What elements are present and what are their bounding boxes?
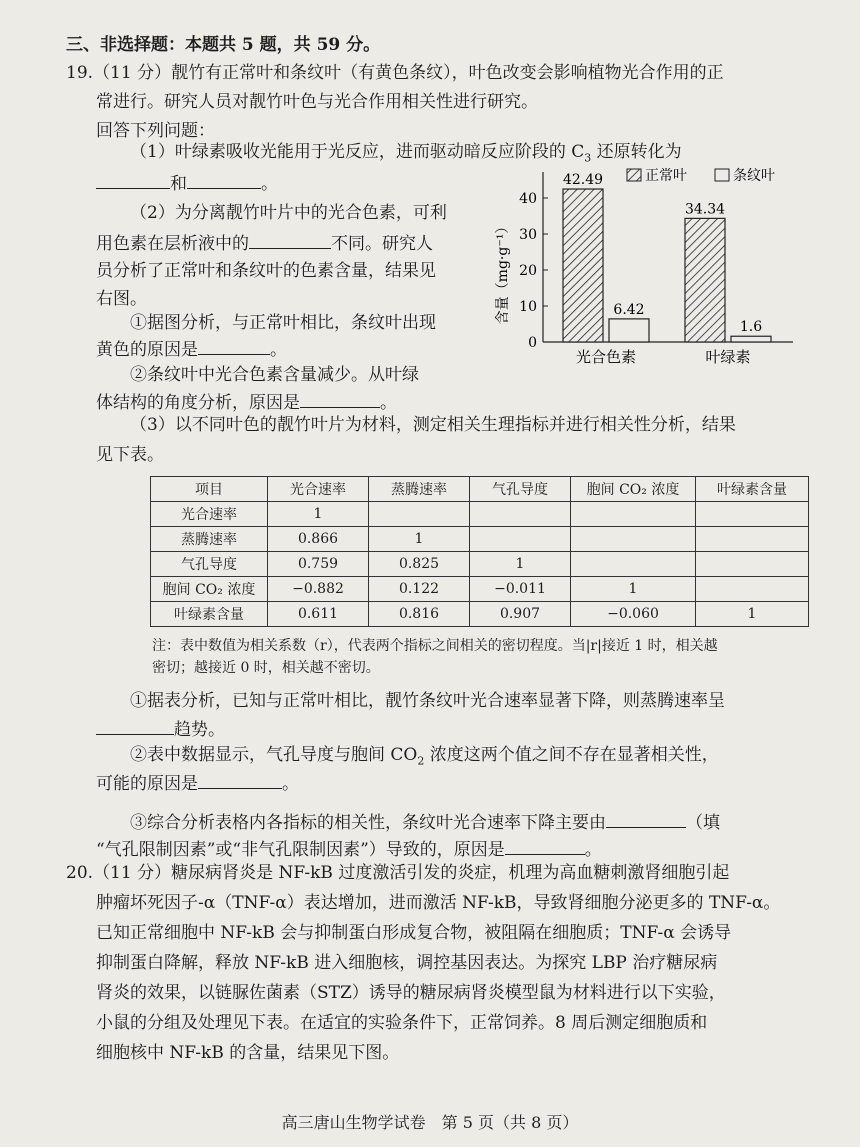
table-cell [369,502,470,527]
table-cell: 0.122 [369,577,470,602]
answer-blank[interactable] [300,391,380,408]
q20-line-3: 已知正常细胞中 NF-kB 会与抑制蛋白形成复合物，被阻隔在细胞质；TNF-α 会诱导 [96,923,732,943]
q19-part2-q2-line-2: 体结构的角度分析，原因是 。 [96,393,397,413]
legend-label-striped-leaf: 条纹叶 [733,168,775,184]
data-label: 34.34 [684,201,726,218]
q20-line-1: 20.（11 分）糖尿病肾炎是 NF-kB 过度激活引发的炎症，机理为高血糖刺激肾细胞引起 [66,863,730,883]
q19-line-2: 常进行。研究人员对靓竹叶色与光合作用相关性进行研究。 [96,92,538,112]
table-header-row [151,477,809,502]
table-cell: 气孔导度 [151,552,268,577]
table-header-cell: 项目 [151,477,268,502]
q20-line-4: 抑制蛋白降解，释放 NF-kB 进入细胞核，调控基因表达。为探究 LBP 治疗糖尿病 [96,953,718,973]
q19-part3-line-2: 见下表。 [96,445,164,465]
table-cell: −0.882 [268,577,369,602]
bar-striped-leaf [731,336,771,342]
table-header-cell: 胞间 CO₂ 浓度 [571,477,696,502]
q19-part2-line-4: 右图。 [96,289,147,309]
q19-part3-q2-line-2: 可能的原因是 。 [96,774,299,794]
table-row [151,602,809,627]
y-tick-label: 10 [519,299,537,315]
answer-blank[interactable] [96,718,174,735]
table-cell [470,527,571,552]
table-cell [571,502,696,527]
answer-blank[interactable] [505,838,585,855]
table-row [151,502,809,527]
q20-line-7: 细胞核中 NF-kB 的含量，结果见下图。 [96,1043,400,1063]
section-header: 三、非选择题：本题共 5 题，共 59 分。 [66,35,381,55]
table-header-cell: 气孔导度 [470,477,571,502]
table-cell: 胞间 CO₂ 浓度 [151,577,268,602]
q19-part1-line-1: （1）叶绿素吸收光能用于光反应，进而驱动暗反应阶段的 $C_3$ 还原转化为 [130,142,682,165]
table-cell [571,552,696,577]
bar-striped-leaf [609,319,649,342]
legend-swatch-striped-leaf [715,169,729,181]
table-cell [696,577,809,602]
table-cell: 1 [571,577,696,602]
table-cell: 0.907 [470,602,571,627]
q19-part2-q2-line-1: ②条纹叶中光合色素含量减少。从叶绿 [130,365,419,385]
answer-blank[interactable] [96,172,170,189]
data-label: 42.49 [562,172,604,189]
table-cell: 光合速率 [151,502,268,527]
table-header-cell: 叶绿素含量 [696,477,809,502]
table-cell [696,502,809,527]
table-cell: 1 [268,502,369,527]
q20-line-5: 肾炎的效果，以链脲佐菌素（STZ）诱导的糖尿病肾炎模型鼠为材料进行以下实验， [96,983,726,1003]
page-footer: 高三唐山生物学试卷 第 5 页（共 8 页） [281,1113,579,1132]
table-cell: 1 [470,552,571,577]
table-cell: 0.866 [268,527,369,552]
q19-part3-q3-line-2: “气孔限制因素”或“非气孔限制因素”）导致的，原因是 。 [96,840,602,860]
bar-normal-leaf [563,189,603,342]
table-cell: −0.060 [571,602,696,627]
y-tick-label: 20 [519,263,537,279]
table-cell: 1 [696,602,809,627]
table-note-line-2: 密切；越接近 0 时，相关越不密切。 [152,660,380,676]
table-cell [571,527,696,552]
correlation-table [150,476,809,627]
table-cell: 0.816 [369,602,470,627]
answer-blank[interactable] [198,338,270,355]
y-tick-label: 0 [528,335,537,351]
data-label: 1.6 [739,319,763,336]
table-cell [696,552,809,577]
q19-part2-q1-line-1: ①据图分析，与正常叶相比，条纹叶出现 [130,313,436,333]
table-header-cell: 光合速率 [268,477,369,502]
answer-blank[interactable] [249,232,331,249]
answer-blank[interactable] [606,811,686,828]
answer-blank[interactable] [198,772,282,789]
answer-blank[interactable] [187,172,261,189]
q19-part3-q2-line-1: ②表中数据显示，气孔导度与胞间 $CO_2$ 浓度这两个值之间不存在显著相关性， [130,745,719,768]
bar-normal-leaf [685,218,725,342]
data-label: 6.42 [613,301,645,318]
table-cell [470,502,571,527]
table-row [151,527,809,552]
x-category-label: 光合色素 [575,348,637,366]
q20-line-2: 肿瘤坏死因子-α（TNF-α）表达增加，进而激活 NF-kB，导致肾细胞分泌更多的 TNF-α。 [96,893,781,913]
q19-part2-line-1: （2）为分离靓竹叶片中的光合色素，可利 [130,203,447,223]
y-tick-label: 30 [519,227,537,243]
q19-part3-q3-line-1: ③综合分析表格内各指标的相关性，条纹叶光合速率下降主要由 （填 [130,813,720,833]
table-note-line-1: 注：表中数值为相关系数（r），代表两个指标之间相关的密切程度。当|r|接近 1 时，相关越 [152,638,718,654]
y-axis-label: 含量（mg·g⁻¹） [495,219,511,325]
x-category-label: 叶绿素 [705,348,751,366]
pigment-bar-chart [485,162,805,370]
table-cell: 1 [369,527,470,552]
table-row [151,577,809,602]
legend-swatch-normal-leaf [627,169,641,181]
q19-part3-q1-line-1: ①据表分析，已知与正常叶相比，靓竹条纹叶光合速率显著下降，则蒸腾速率呈 [130,691,725,711]
q19-line-3: 回答下列问题： [96,121,215,141]
table-cell: 叶绿素含量 [151,602,268,627]
table-row [151,552,809,577]
q19-part3-line-1: （3）以不同叶色的靓竹叶片为材料，测定相关生理指标并进行相关性分析，结果 [130,415,736,435]
table-cell: 0.759 [268,552,369,577]
q19-line-1: 19.（11 分）靓竹有正常叶和条纹叶（有黄色条纹），叶色改变会影响植物光合作用的正 [66,63,724,83]
q19-part2-line-3: 员分析了正常叶和条纹叶的色素含量，结果见 [96,261,436,281]
table-cell: 0.611 [268,602,369,627]
q19-part1-line-2: 和 。 [96,172,278,195]
legend-label-normal-leaf: 正常叶 [645,168,687,184]
table-cell [696,527,809,552]
q19-part2-line-2: 用色素在层析液中的 不同。研究人 [96,234,433,254]
table-cell: 蒸腾速率 [151,527,268,552]
q20-line-6: 小鼠的分组及处理见下表。在适宜的实验条件下，正常饲养。8 周后测定细胞质和 [96,1013,708,1033]
table-cell: −0.011 [470,577,571,602]
table-header-cell: 蒸腾速率 [369,477,470,502]
table-cell: 0.825 [369,552,470,577]
q19-part3-q1-line-2: 趋势。 [96,718,225,741]
y-tick-label: 40 [519,191,537,207]
q19-part2-q1-line-2: 黄色的原因是 。 [96,340,287,360]
